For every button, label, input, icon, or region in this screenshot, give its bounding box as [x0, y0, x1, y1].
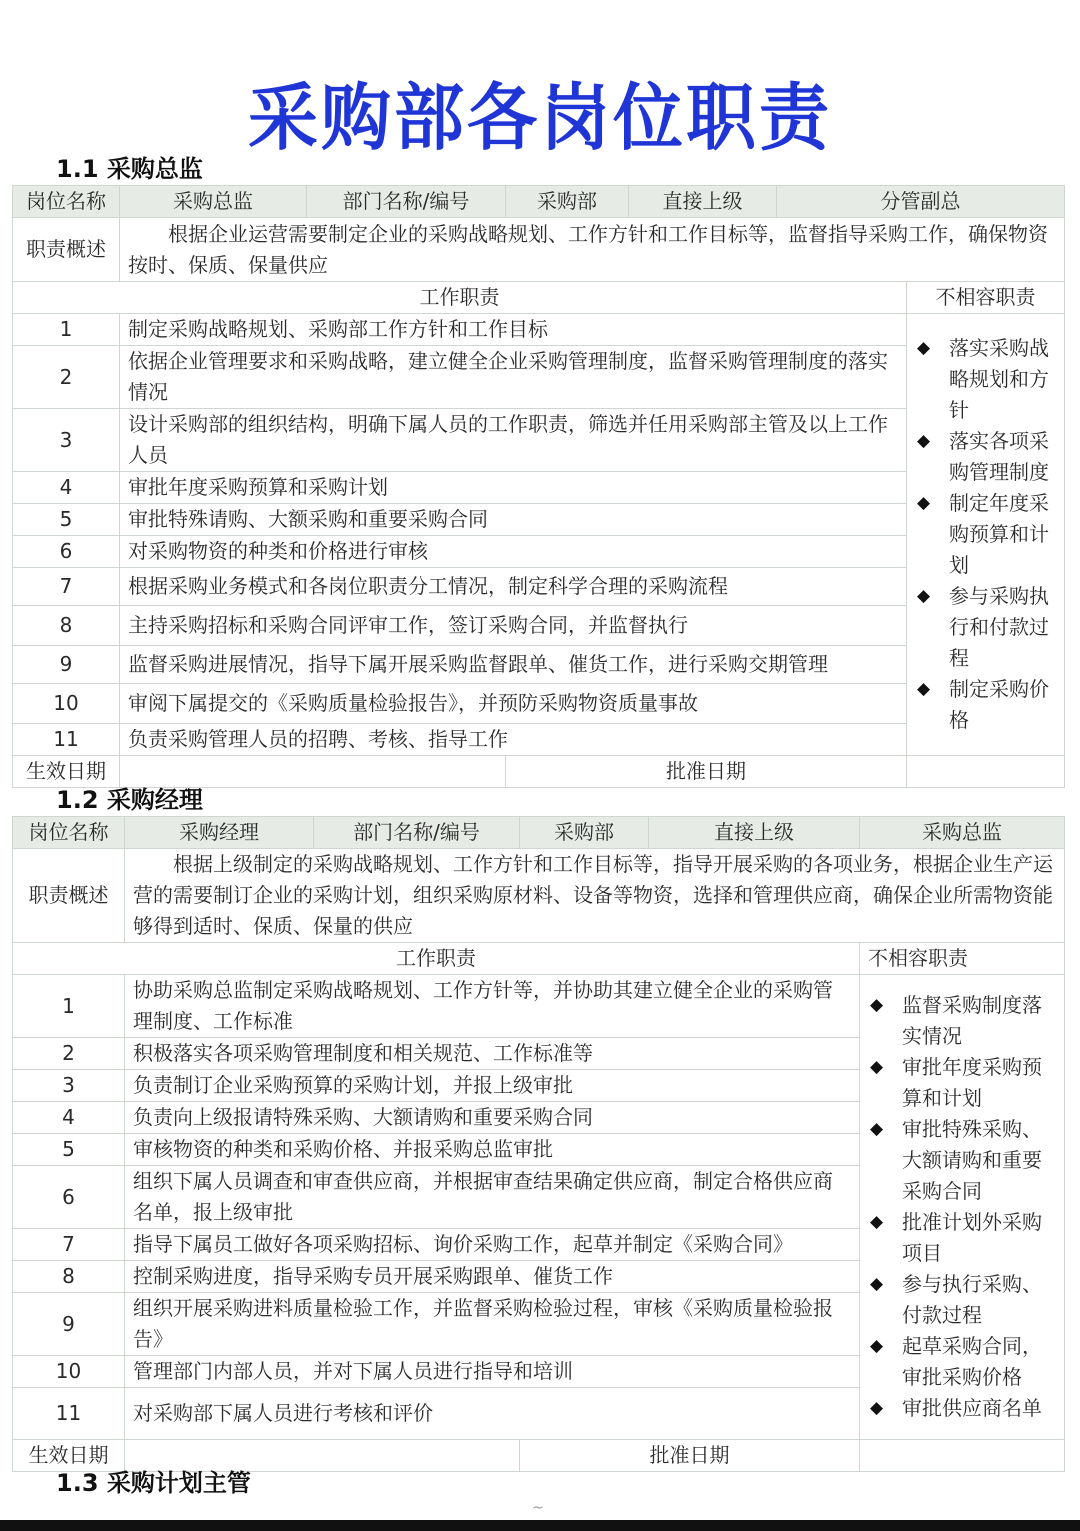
- duty-text: 对采购物资的种类和价格进行审核: [120, 536, 907, 568]
- approval-date-value: [907, 756, 1065, 788]
- list-item: ◆ 起草采购合同，审批采购价格: [868, 1331, 1060, 1393]
- duty-text: 负责采购管理人员的招聘、考核、指导工作: [120, 724, 907, 756]
- label-approval-date: 批准日期: [520, 1440, 860, 1472]
- section-heading-1-2: 1.2 采购经理: [56, 786, 203, 814]
- duty-no: 6: [13, 536, 120, 568]
- duty-table-director: [12, 185, 1065, 788]
- diamond-bullet-icon: ◆: [870, 1119, 884, 1139]
- incompatible-duties-cell: [860, 975, 1065, 1440]
- duty-no: 3: [13, 1070, 125, 1102]
- duty-text: 审阅下属提交的《采购质量检验报告》，并预防采购物资质量事故: [120, 684, 907, 724]
- duty-text: 对采购部下属人员进行考核和评价: [125, 1388, 860, 1440]
- value-position: 采购经理: [125, 817, 314, 849]
- effective-date-value: [125, 1440, 520, 1472]
- duties-header: 工作职责: [13, 282, 907, 314]
- value-department: 采购部: [506, 186, 629, 218]
- duty-text: 控制采购进度，指导采购专员开展采购跟单、催货工作: [125, 1261, 860, 1293]
- duty-no: 1: [13, 314, 120, 346]
- duty-text: 组织开展采购进料质量检验工作，并监督采购检验过程，审核《采购质量检验报告》: [125, 1293, 860, 1356]
- list-item: ◆ 参与执行采购、付款过程: [868, 1269, 1060, 1331]
- list-item: ◆ 落实各项采购管理制度: [915, 426, 1060, 488]
- summary-text: 根据企业运营需要制定企业的采购战略规划、工作方针和工作目标等，监督指导采购工作，确保物资按时、保质、保量供应: [120, 218, 1065, 282]
- label-summary: 职责概述: [13, 849, 125, 943]
- duty-no: 10: [13, 684, 120, 724]
- diamond-bullet-icon: ◆: [917, 586, 931, 606]
- value-superior: 分管副总: [777, 186, 1065, 218]
- label-direct-superior: 直接上级: [649, 817, 860, 849]
- label-approval-date: 批准日期: [506, 756, 907, 788]
- duty-text: 管理部门内部人员，并对下属人员进行指导和培训: [125, 1356, 860, 1388]
- duty-no: 10: [13, 1356, 125, 1388]
- diamond-bullet-icon: ◆: [870, 1336, 884, 1356]
- section-heading-1-3: 1.3 采购计划主管: [56, 1469, 251, 1497]
- label-effective-date: 生效日期: [13, 756, 120, 788]
- duty-text: 根据采购业务模式和各岗位职责分工情况，制定科学合理的采购流程: [120, 568, 907, 606]
- duty-no: 4: [13, 1102, 125, 1134]
- section-heading-1-1: 1.1 采购总监: [56, 155, 203, 183]
- value-superior: 采购总监: [860, 817, 1065, 849]
- diamond-bullet-icon: ◆: [870, 1212, 884, 1232]
- diamond-bullet-icon: ◆: [870, 1274, 884, 1294]
- list-item: ◆ 制定年度采购预算和计划: [915, 488, 1060, 581]
- duty-table-manager: [12, 816, 1065, 1472]
- duty-no: 7: [13, 1229, 125, 1261]
- duty-text: 设计采购部的组织结构，明确下属人员的工作职责，筛选并任用采购部主管及以上工作人员: [120, 409, 907, 472]
- duty-text: 协助采购总监制定采购战略规划、工作方针等，并协助其建立健全企业的采购管理制度、工作标准: [125, 975, 860, 1038]
- list-item: ◆ 落实采购战略规划和方针: [915, 333, 1060, 426]
- incompatible-header: 不相容职责: [907, 282, 1065, 314]
- duty-no: 1: [13, 975, 125, 1038]
- duty-no: 8: [13, 606, 120, 646]
- duty-text: 审批特殊请购、大额采购和重要采购合同: [120, 504, 907, 536]
- duty-no: 6: [13, 1166, 125, 1229]
- list-item: ◆ 审批供应商名单: [868, 1393, 1060, 1424]
- duty-no: 11: [13, 1388, 125, 1440]
- label-position-name: 岗位名称: [13, 186, 120, 218]
- summary-text: 根据上级制定的采购战略规划、工作方针和工作目标等，指导开展采购的各项业务，根据企业生产运营的需要制订企业的采购计划，组织采购原材料、设备等物资，选择和管理供应商，确保企业所需物资能够得到适时、保质、保量的供应: [125, 849, 1065, 943]
- list-item: ◆ 参与采购执行和付款过程: [915, 581, 1060, 674]
- diamond-bullet-icon: ◆: [870, 1398, 884, 1418]
- label-effective-date: 生效日期: [13, 1440, 125, 1472]
- duty-no: 9: [13, 1293, 125, 1356]
- duty-text: 审核物资的种类和采购价格、并报采购总监审批: [125, 1134, 860, 1166]
- list-item: ◆ 批准计划外采购项目: [868, 1207, 1060, 1269]
- duty-no: 7: [13, 568, 120, 606]
- list-item: ◆ 审批年度采购预算和计划: [868, 1052, 1060, 1114]
- incompatible-header: 不相容职责: [860, 943, 1065, 975]
- duty-no: 5: [13, 504, 120, 536]
- duty-text: 负责制订企业采购预算的采购计划，并报上级审批: [125, 1070, 860, 1102]
- duty-text: 组织下属人员调查和审查供应商，并根据审查结果确定供应商，制定合格供应商名单，报上级审批: [125, 1166, 860, 1229]
- diamond-bullet-icon: ◆: [870, 995, 884, 1015]
- duty-text: 主持采购招标和采购合同评审工作，签订采购合同，并监督执行: [120, 606, 907, 646]
- duty-no: 3: [13, 409, 120, 472]
- duty-no: 2: [13, 1038, 125, 1070]
- duty-no: 4: [13, 472, 120, 504]
- label-dept-name-no: 部门名称/编号: [314, 817, 520, 849]
- value-department: 采购部: [520, 817, 649, 849]
- effective-date-value: [120, 756, 506, 788]
- duty-text: 监督采购进展情况，指导下属开展采购监督跟单、催货工作，进行采购交期管理: [120, 646, 907, 684]
- list-item: ◆ 制定采购价格: [915, 674, 1060, 736]
- incompatible-duties-list: [907, 333, 1064, 736]
- duty-no: 8: [13, 1261, 125, 1293]
- label-dept-name-no: 部门名称/编号: [307, 186, 506, 218]
- incompatible-duties-cell: [907, 314, 1065, 756]
- label-summary: 职责概述: [13, 218, 120, 282]
- duty-no: 11: [13, 724, 120, 756]
- duty-text: 制定采购战略规划、采购部工作方针和工作目标: [120, 314, 907, 346]
- bottom-edge-bar: [0, 1520, 1080, 1531]
- duty-no: 2: [13, 346, 120, 409]
- label-position-name: 岗位名称: [13, 817, 125, 849]
- diamond-bullet-icon: ◆: [870, 1057, 884, 1077]
- duty-no: 9: [13, 646, 120, 684]
- duty-text: 负责向上级报请特殊采购、大额请购和重要采购合同: [125, 1102, 860, 1134]
- duty-text: 积极落实各项采购管理制度和相关规范、工作标准等: [125, 1038, 860, 1070]
- duty-text: 指导下属员工做好各项采购招标、询价采购工作，起草并制定《采购合同》: [125, 1229, 860, 1261]
- page-title: 采购部各岗位职责: [248, 75, 832, 161]
- label-direct-superior: 直接上级: [629, 186, 777, 218]
- approval-date-value: [860, 1440, 1065, 1472]
- diamond-bullet-icon: ◆: [917, 338, 931, 358]
- list-item: ◆ 审批特殊采购、大额请购和重要采购合同: [868, 1114, 1060, 1207]
- duty-no: 5: [13, 1134, 125, 1166]
- diamond-bullet-icon: ◆: [917, 431, 931, 451]
- value-position: 采购总监: [120, 186, 307, 218]
- duty-text: 审批年度采购预算和采购计划: [120, 472, 907, 504]
- duty-text: 依据企业管理要求和采购战略，建立健全企业采购管理制度，监督采购管理制度的落实情况: [120, 346, 907, 409]
- incompatible-duties-list: [860, 990, 1064, 1424]
- diamond-bullet-icon: ◆: [917, 679, 931, 699]
- diamond-bullet-icon: ◆: [917, 493, 931, 513]
- list-item: ◆ 监督采购制度落实情况: [868, 990, 1060, 1052]
- page-footer-mark: ~: [532, 1500, 544, 1516]
- duties-header: 工作职责: [13, 943, 860, 975]
